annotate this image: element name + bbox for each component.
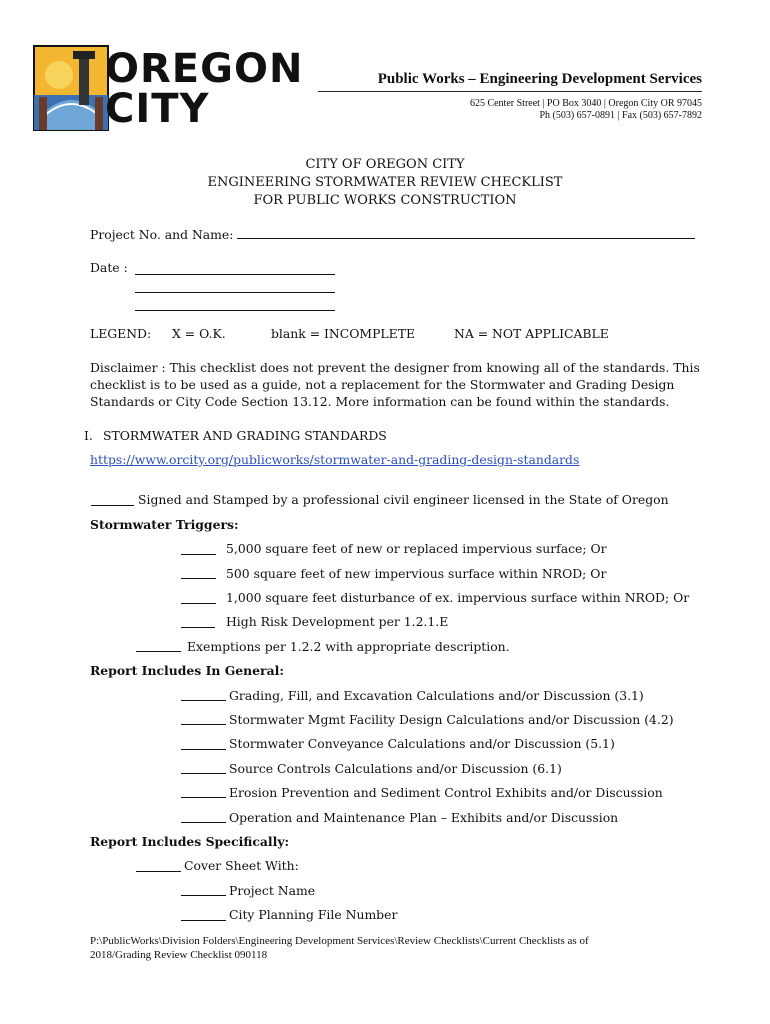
general-heading: Report Includes In General: [90,663,284,678]
general-checkbox-4[interactable] [181,762,226,774]
section-heading: STORMWATER AND GRADING STANDARDS [103,428,387,443]
header-divider [318,91,702,92]
general-item-5: Erosion Prevention and Sediment Control Exhibits and/or Discussion [229,785,663,800]
department-title: Public Works – Engineering Development Services [377,71,702,87]
oregon-city-logo [33,45,318,133]
date-input-3[interactable] [135,299,335,311]
triggers-heading: Stormwater Triggers: [90,517,239,532]
project-label: Project No. and Name: [90,227,234,242]
specific-item-1: Project Name [229,883,316,898]
exemptions-text: Exemptions per 1.2.2 with appropriate description. [187,639,510,654]
legend-na: NA = NOT APPLICABLE [454,326,609,341]
section-number: I. [84,428,93,443]
signed-checkbox[interactable] [91,494,134,506]
oregon-city-elevator-logo-icon [33,45,113,133]
disclaimer-line-2: checklist is to be used as a guide, not a replacement for the Stormwater and Grading Design [90,377,675,392]
trigger-checkbox-2[interactable] [181,567,216,579]
general-item-2: Stormwater Mgmt Facility Design Calculations and/or Discussion (4.2) [229,712,674,727]
trigger-checkbox-3[interactable] [181,592,216,604]
project-field [90,227,695,242]
cover-checkbox[interactable] [136,860,181,872]
disclaimer-line-1: Disclaimer : This checklist does not prevent the designer from knowing all of the standards. This [90,360,700,375]
general-item-6: Operation and Maintenance Plan – Exhibits and/or Discussion [229,810,619,825]
date-input-1[interactable] [135,263,335,275]
general-checkbox-6[interactable] [181,811,226,823]
logo-line-city: CITY [105,86,210,132]
address-line: 625 Center Street | PO Box 3040 | Oregon City OR 97045 [469,98,702,109]
signed-text: Signed and Stamped by a professional civil engineer licensed in the State of Oregon [138,492,669,507]
trigger-item-3: 1,000 square feet disturbance of ex. impervious surface within NROD; Or [226,590,690,605]
footer-path-line-2: 2018/Grading Review Checklist 090118 [90,949,268,961]
date-label: Date : [90,260,128,275]
trigger-checkbox-4[interactable] [181,616,215,628]
general-checkbox-5[interactable] [181,786,226,798]
specific-item-2: City Planning File Number [229,907,398,922]
doc-title-line-3: FOR PUBLIC WORKS CONSTRUCTION [253,193,517,208]
date-input-2[interactable] [135,281,335,293]
project-input[interactable] [237,227,695,239]
footer-path-line-1: P:\PublicWorks\Division Folders\Engineering Development Services\Review Checklists\Current Checklists as of [90,935,589,947]
legend-label: LEGEND: [90,326,152,341]
standards-link[interactable]: https://www.orcity.org/publicworks/stormwater-and-grading-design-standards [90,452,580,467]
trigger-item-1: 5,000 square feet of new or replaced impervious surface; Or [226,541,607,556]
general-item-3: Stormwater Conveyance Calculations and/or Discussion (5.1) [229,736,615,751]
phone-line: Ph (503) 657-0891 | Fax (503) 657-7892 [539,110,702,121]
specific-heading: Report Includes Specifically: [90,834,290,849]
doc-title-line-1: CITY OF OREGON CITY [305,157,465,172]
logo-line-oregon: OREGON [105,46,304,92]
specific-checkbox-2[interactable] [181,909,226,921]
cover-text: Cover Sheet With: [184,858,299,873]
disclaimer-line-3: Standards or City Code Section 13.12. More information can be found within the standards. [90,394,670,409]
general-item-4: Source Controls Calculations and/or Discussion (6.1) [229,761,562,776]
specific-checkbox-1[interactable] [181,884,226,896]
trigger-item-2: 500 square feet of new impervious surface within NROD; Or [226,566,607,581]
general-checkbox-3[interactable] [181,738,226,750]
exemptions-checkbox[interactable] [136,640,181,652]
general-checkbox-2[interactable] [181,713,226,725]
legend-ok: X = O.K. [172,326,226,341]
general-item-1: Grading, Fill, and Excavation Calculations and/or Discussion (3.1) [229,688,644,703]
trigger-item-4: High Risk Development per 1.2.1.E [226,614,449,629]
legend-incomplete: blank = INCOMPLETE [271,326,416,341]
general-checkbox-1[interactable] [181,689,226,701]
doc-title-line-2: ENGINEERING STORMWATER REVIEW CHECKLIST [207,175,563,190]
trigger-checkbox-1[interactable] [181,543,216,555]
